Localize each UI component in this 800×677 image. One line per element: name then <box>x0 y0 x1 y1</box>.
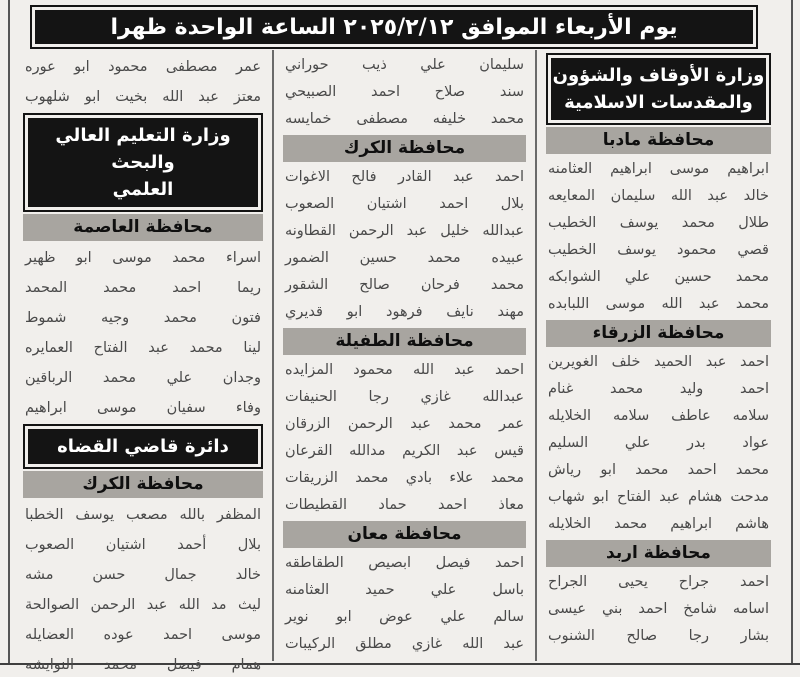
name-row: باسل علي حميد العثامنه <box>285 582 524 598</box>
column-right <box>537 50 780 661</box>
name-row: معاذ احمد حماد القطيطات <box>285 497 524 513</box>
ministry-header-line: وزارة التعليم العالي والبحث <box>55 125 231 173</box>
ministry-header <box>23 113 263 212</box>
governorate-header: محافظة العاصمة <box>23 214 263 241</box>
name-row: عواد بدر علي السليم <box>548 435 769 451</box>
name-row: سند صلاح احمد الصبيحي <box>285 84 524 100</box>
name-row: احمد عبد الله محمود المزايده <box>285 362 524 378</box>
name-row: قصي محمود يوسف الخطيب <box>548 242 769 258</box>
name-row: محمد احمد محمد ابو رياش <box>548 462 769 478</box>
name-row: احمد وليد محمد غنام <box>548 381 769 397</box>
name-row: ريما احمد محمد المحمد <box>25 280 261 296</box>
name-row: محمد خليفه مصطفى خمايسه <box>285 111 524 127</box>
name-row: مدحت هشام عبد الفتاح ابو شهاب <box>548 489 769 505</box>
name-row: احمد عبد القادر فالح الاغوات <box>285 169 524 185</box>
name-row: خالد عبد الله سليمان المعايعه <box>548 188 769 204</box>
name-row: خالد جمال حسن مشه <box>25 567 261 583</box>
governorate-header: محافظة مادبا <box>546 127 771 154</box>
name-row: هاشم ابراهيم محمد الخلايله <box>548 516 769 532</box>
name-row: ليث مد الله عبد الرحمن الصوالحة <box>25 597 261 613</box>
column-middle <box>272 50 537 661</box>
name-row: محمد فرحان صالح الشقور <box>285 277 524 293</box>
name-row: موسى احمد عوده العضايله <box>25 627 261 643</box>
column-left <box>14 50 272 673</box>
name-row: عمر محمد عبد الرحمن الزرقان <box>285 416 524 432</box>
ministry-header <box>23 424 263 469</box>
name-row: مهند نايف فرهود ابو قديري <box>285 304 524 320</box>
date-banner-text: يوم الأربعاء الموافق ٢٠٢٥/٢/١٢ الساعة الواحدة ظهرا <box>110 14 678 40</box>
name-row: وفاء سفيان موسى ابراهيم <box>25 400 261 416</box>
name-row: سلامه عاطف سلامه الخلايله <box>548 408 769 424</box>
name-row: قيس عبد الكريم مدالله القرعان <box>285 443 524 459</box>
name-row: محمد عبد الله موسى اللبابده <box>548 296 769 312</box>
name-row: وجدان علي محمد الرباقين <box>25 370 261 386</box>
name-row: عبد الله غازي مطلق الركيبات <box>285 636 524 652</box>
governorate-header: محافظة الكرك <box>283 135 526 162</box>
governorate-header: محافظة معان <box>283 521 526 548</box>
name-row: اسامه شامخ احمد بني عيسى <box>548 601 769 617</box>
name-row: عمر مصطفى محمود ابو عوره <box>25 59 261 75</box>
name-row: عبدالله خليل عبد الرحمن القطاونه <box>285 223 524 239</box>
name-row: بلال أحمد اشتيان الصعوب <box>25 537 261 553</box>
ministry-header <box>546 53 771 125</box>
governorate-header: محافظة الطفيلة <box>283 328 526 355</box>
name-row: عبيده محمد حسين الضمور <box>285 250 524 266</box>
name-row: همام فيصل محمد النوايشه <box>25 657 261 673</box>
ministry-header-line: العلمي <box>112 179 174 200</box>
name-row: محمد علاء بادي محمد الزريقات <box>285 470 524 486</box>
ministry-header-line: وزارة الأوقاف والشؤون <box>552 65 765 86</box>
name-row: فتون محمد وجيه شموط <box>25 310 261 326</box>
governorate-header: محافظة الزرقاء <box>546 320 771 347</box>
name-row: سالم علي عوض ابو نوير <box>285 609 524 625</box>
columns-container <box>14 50 780 673</box>
name-row: احمد عبد الحميد خلف الغويرين <box>548 354 769 370</box>
name-row: احمد جراح يحيى الجراح <box>548 574 769 590</box>
ministry-header-line: دائرة قاضي القضاه <box>57 436 229 457</box>
name-row: طلال محمد يوسف الخطيب <box>548 215 769 231</box>
name-row: المظفر بالله مصعب يوسف الخطبا <box>25 507 261 523</box>
page-left-rule <box>8 0 10 663</box>
governorate-header: محافظة الكرك <box>23 471 263 498</box>
ministry-header-line: والمقدسات الاسلامية <box>564 92 753 113</box>
name-row: بلال احمد اشتيان الصعوب <box>285 196 524 212</box>
date-banner <box>30 5 758 49</box>
name-row: اسراء محمد موسى ابو ظهير <box>25 250 261 266</box>
name-row: ابراهيم موسى ابراهيم العثامنه <box>548 161 769 177</box>
page-right-rule <box>791 0 793 663</box>
name-row: احمد فيصل ابصيص الطقاطقه <box>285 555 524 571</box>
name-row: سليمان علي ذيب حوراني <box>285 57 524 73</box>
governorate-header: محافظة اربد <box>546 540 771 567</box>
name-row: لينا محمد عبد الفتاح العمايره <box>25 340 261 356</box>
name-row: عبدالله غازي رجا الحنيفات <box>285 389 524 405</box>
name-row: محمد حسين علي الشوابكه <box>548 269 769 285</box>
name-row: بشار رجا صالح الشنوب <box>548 628 769 644</box>
name-row: معتز عبد الله بخيت ابو شلهوب <box>25 89 261 105</box>
